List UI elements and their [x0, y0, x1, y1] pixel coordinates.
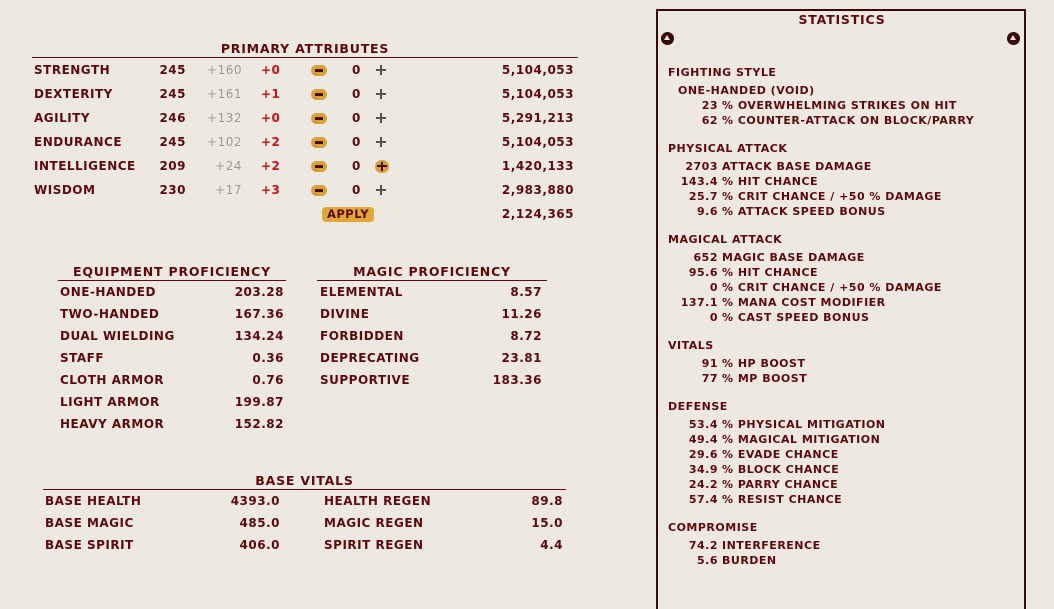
attribute-delta: +2	[261, 135, 281, 149]
vital-row	[45, 493, 565, 509]
vital-row	[45, 537, 565, 553]
statistics-value: 74.2	[688, 539, 718, 552]
statistics-label: % PHYSICAL MITIGATION	[722, 418, 886, 431]
statistics-label: % MP BOOST	[722, 372, 808, 385]
equipment-name: HEAVY ARMOR	[60, 417, 165, 431]
equipment-value: 167.36	[234, 307, 284, 321]
plus-icon[interactable]	[375, 64, 387, 76]
statistics-value: 23	[701, 99, 718, 112]
statistics-value: 24.2	[688, 478, 718, 491]
statistics-label: BURDEN	[722, 554, 777, 567]
regen-value: 4.4	[540, 538, 563, 552]
attribute-bonus: +132	[207, 111, 242, 125]
attribute-bonus: +102	[207, 135, 242, 149]
attribute-allocated: 0	[352, 63, 361, 77]
vital-name: BASE HEALTH	[45, 494, 142, 508]
equipment-row	[60, 372, 285, 388]
minus-icon[interactable]	[311, 161, 327, 172]
equipment-value: 152.82	[234, 417, 284, 431]
attribute-row	[34, 134, 579, 150]
statistics-label: % CRIT CHANCE / +50 % DAMAGE	[722, 190, 942, 203]
attribute-bonus: +160	[207, 63, 242, 77]
statistics-label: % RESIST CHANCE	[722, 493, 843, 506]
attribute-name: STRENGTH	[34, 63, 111, 77]
equipment-value: 0.36	[252, 351, 284, 365]
equipment-name: CLOTH ARMOR	[60, 373, 165, 387]
collapse-left-icon[interactable]	[661, 32, 674, 45]
attribute-exp-cost: 5,104,053	[501, 63, 574, 77]
vital-value: 4393.0	[230, 494, 280, 508]
minus-icon[interactable]	[311, 113, 327, 124]
statistics-line	[668, 493, 1018, 507]
regen-name: MAGIC REGEN	[324, 516, 424, 530]
statistics-value: 0	[709, 281, 718, 294]
magic-value: 8.72	[510, 329, 542, 343]
statistics-label: % EVADE CHANCE	[722, 448, 839, 461]
statistics-label: % CAST SPEED BONUS	[722, 311, 870, 324]
base-vitals-title: BASE VITALS	[43, 474, 566, 490]
equipment-row	[60, 284, 285, 300]
equipment-name: DUAL WIELDING	[60, 329, 175, 343]
statistics-value: 53.4	[688, 418, 718, 431]
attribute-base: 245	[159, 135, 186, 149]
attribute-exp-cost: 2,983,880	[501, 183, 574, 197]
attribute-delta: +3	[261, 183, 281, 197]
statistics-value: 143.4	[680, 175, 718, 188]
remaining-exp: 2,124,365	[501, 207, 574, 221]
statistics-value: 57.4	[688, 493, 718, 506]
attribute-base: 209	[159, 159, 186, 173]
attribute-base: 230	[159, 183, 186, 197]
statistics-label: ONE-HANDED (VOID)	[678, 84, 815, 97]
magic-row	[320, 350, 544, 366]
magic-name: DIVINE	[320, 307, 370, 321]
magic-row	[320, 372, 544, 388]
attribute-delta: +1	[261, 87, 281, 101]
collapse-right-icon[interactable]	[1007, 32, 1020, 45]
statistics-line	[668, 448, 1018, 462]
equipment-row	[60, 328, 285, 344]
statistics-line	[668, 357, 1018, 371]
attribute-allocated: 0	[352, 87, 361, 101]
attribute-base: 245	[159, 87, 186, 101]
statistics-line	[668, 311, 1018, 325]
attribute-bonus: +24	[215, 159, 242, 173]
plus-icon[interactable]	[375, 88, 387, 100]
statistics-label: % HIT CHANCE	[722, 175, 819, 188]
statistics-value: 62	[701, 114, 718, 127]
statistics-line	[668, 433, 1018, 447]
statistics-label: % BLOCK CHANCE	[722, 463, 840, 476]
statistics-value: 137.1	[680, 296, 718, 309]
regen-name: SPIRIT REGEN	[324, 538, 424, 552]
equipment-value: 199.87	[234, 395, 284, 409]
statistics-value: 91	[701, 357, 718, 370]
regen-value: 15.0	[531, 516, 563, 530]
statistics-section-heading: MAGICAL ATTACK	[668, 233, 783, 246]
statistics-line	[668, 418, 1018, 432]
attribute-bonus: +17	[215, 183, 242, 197]
attribute-delta: +2	[261, 159, 281, 173]
regen-value: 89.8	[531, 494, 563, 508]
statistics-value: 77	[701, 372, 718, 385]
statistics-value: 2703	[685, 160, 718, 173]
statistics-section-heading: PHYSICAL ATTACK	[668, 142, 788, 155]
statistics-line	[668, 554, 1018, 568]
vital-name: BASE SPIRIT	[45, 538, 134, 552]
minus-icon[interactable]	[311, 185, 327, 196]
statistics-label: % MAGICAL MITIGATION	[722, 433, 881, 446]
statistics-line	[668, 190, 1018, 204]
statistics-line	[668, 205, 1018, 219]
attribute-name: AGILITY	[34, 111, 91, 125]
attribute-row	[34, 158, 579, 174]
statistics-label: ATTACK BASE DAMAGE	[722, 160, 872, 173]
attribute-exp-cost: 1,420,133	[501, 159, 574, 173]
statistics-label: % OVERWHELMING STRIKES ON HIT	[722, 99, 957, 112]
statistics-value: 9.6	[697, 205, 718, 218]
statistics-line	[668, 281, 1018, 295]
statistics-label: % COUNTER-ATTACK ON BLOCK/PARRY	[722, 114, 975, 127]
statistics-line	[668, 84, 1018, 98]
attribute-row	[34, 182, 579, 198]
attribute-allocated: 0	[352, 111, 361, 125]
magic-value: 23.81	[501, 351, 542, 365]
attribute-base: 245	[159, 63, 186, 77]
attribute-exp-cost: 5,104,053	[501, 87, 574, 101]
statistics-label: % ATTACK SPEED BONUS	[722, 205, 886, 218]
attribute-row	[34, 62, 579, 78]
attribute-exp-cost: 5,291,213	[501, 111, 574, 125]
statistics-line	[668, 251, 1018, 265]
magic-value: 11.26	[501, 307, 542, 321]
equipment-row	[60, 350, 285, 366]
attribute-allocated: 0	[352, 183, 361, 197]
attribute-delta: +0	[261, 63, 281, 77]
vital-value: 485.0	[239, 516, 280, 530]
statistics-line	[668, 539, 1018, 553]
statistics-line	[668, 175, 1018, 189]
attribute-name: WISDOM	[34, 183, 96, 197]
statistics-value: 34.9	[688, 463, 718, 476]
equipment-proficiency-title: EQUIPMENT PROFICIENCY	[58, 265, 286, 281]
vital-name: BASE MAGIC	[45, 516, 134, 530]
minus-icon[interactable]	[311, 65, 327, 76]
statistics-line	[668, 266, 1018, 280]
plus-icon[interactable]	[375, 112, 387, 124]
regen-name: HEALTH REGEN	[324, 494, 432, 508]
equipment-value: 134.24	[234, 329, 284, 343]
equipment-value: 203.28	[234, 285, 284, 299]
magic-name: SUPPORTIVE	[320, 373, 411, 387]
statistics-label: INTERFERENCE	[722, 539, 821, 552]
attribute-row	[34, 110, 579, 126]
magic-value: 183.36	[492, 373, 542, 387]
equipment-name: ONE-HANDED	[60, 285, 156, 299]
statistics-value: 49.4	[688, 433, 718, 446]
plus-icon[interactable]	[375, 184, 387, 196]
vital-row	[45, 515, 565, 531]
statistics-section-heading: DEFENSE	[668, 400, 728, 413]
attribute-base: 246	[159, 111, 186, 125]
magic-row	[320, 328, 544, 344]
statistics-value: 29.6	[688, 448, 718, 461]
magic-name: DEPRECATING	[320, 351, 420, 365]
magic-value: 8.57	[510, 285, 542, 299]
equipment-name: TWO-HANDED	[60, 307, 160, 321]
attribute-name: INTELLIGENCE	[34, 159, 136, 173]
statistics-value: 25.7	[688, 190, 718, 203]
statistics-line	[668, 372, 1018, 386]
equipment-row	[60, 394, 285, 410]
equipment-value: 0.76	[252, 373, 284, 387]
statistics-label: MAGIC BASE DAMAGE	[722, 251, 865, 264]
attribute-name: DEXTERITY	[34, 87, 113, 101]
equipment-name: LIGHT ARMOR	[60, 395, 160, 409]
equipment-row	[60, 416, 285, 432]
minus-icon[interactable]	[311, 89, 327, 100]
statistics-section-heading: FIGHTING STYLE	[668, 66, 777, 79]
plus-icon[interactable]	[375, 136, 387, 148]
attribute-name: ENDURANCE	[34, 135, 123, 149]
magic-name: ELEMENTAL	[320, 285, 403, 299]
statistics-line	[668, 463, 1018, 477]
statistics-value: 0	[709, 311, 718, 324]
plus-icon[interactable]	[375, 160, 389, 173]
attribute-allocated: 0	[352, 159, 361, 173]
statistics-label: % HP BOOST	[722, 357, 806, 370]
statistics-title: STATISTICS	[798, 12, 886, 27]
attribute-exp-cost: 5,104,053	[501, 135, 574, 149]
attribute-row	[34, 86, 579, 102]
statistics-label: % PARRY CHANCE	[722, 478, 839, 491]
statistics-line	[668, 478, 1018, 492]
statistics-label: % MANA COST MODIFIER	[722, 296, 886, 309]
attribute-bonus: +161	[207, 87, 242, 101]
magic-proficiency-title: MAGIC PROFICIENCY	[317, 265, 547, 281]
primary-attributes-title: PRIMARY ATTRIBUTES	[32, 42, 578, 58]
equipment-name: STAFF	[60, 351, 105, 365]
statistics-value: 5.6	[697, 554, 718, 567]
equipment-row	[60, 306, 285, 322]
statistics-section-heading: COMPROMISE	[668, 521, 758, 534]
statistics-line	[668, 114, 1018, 128]
vital-value: 406.0	[239, 538, 280, 552]
minus-icon[interactable]	[311, 137, 327, 148]
attribute-allocated: 0	[352, 135, 361, 149]
statistics-value: 652	[693, 251, 718, 264]
statistics-line	[668, 160, 1018, 174]
statistics-label: % HIT CHANCE	[722, 266, 819, 279]
magic-row	[320, 306, 544, 322]
apply-button[interactable]: APPLY	[322, 207, 374, 222]
magic-name: FORBIDDEN	[320, 329, 404, 343]
statistics-line	[668, 296, 1018, 310]
statistics-section-heading: VITALS	[668, 339, 714, 352]
statistics-label: % CRIT CHANCE / +50 % DAMAGE	[722, 281, 942, 294]
magic-row	[320, 284, 544, 300]
statistics-line	[668, 99, 1018, 113]
statistics-value: 95.6	[688, 266, 718, 279]
attribute-delta: +0	[261, 111, 281, 125]
